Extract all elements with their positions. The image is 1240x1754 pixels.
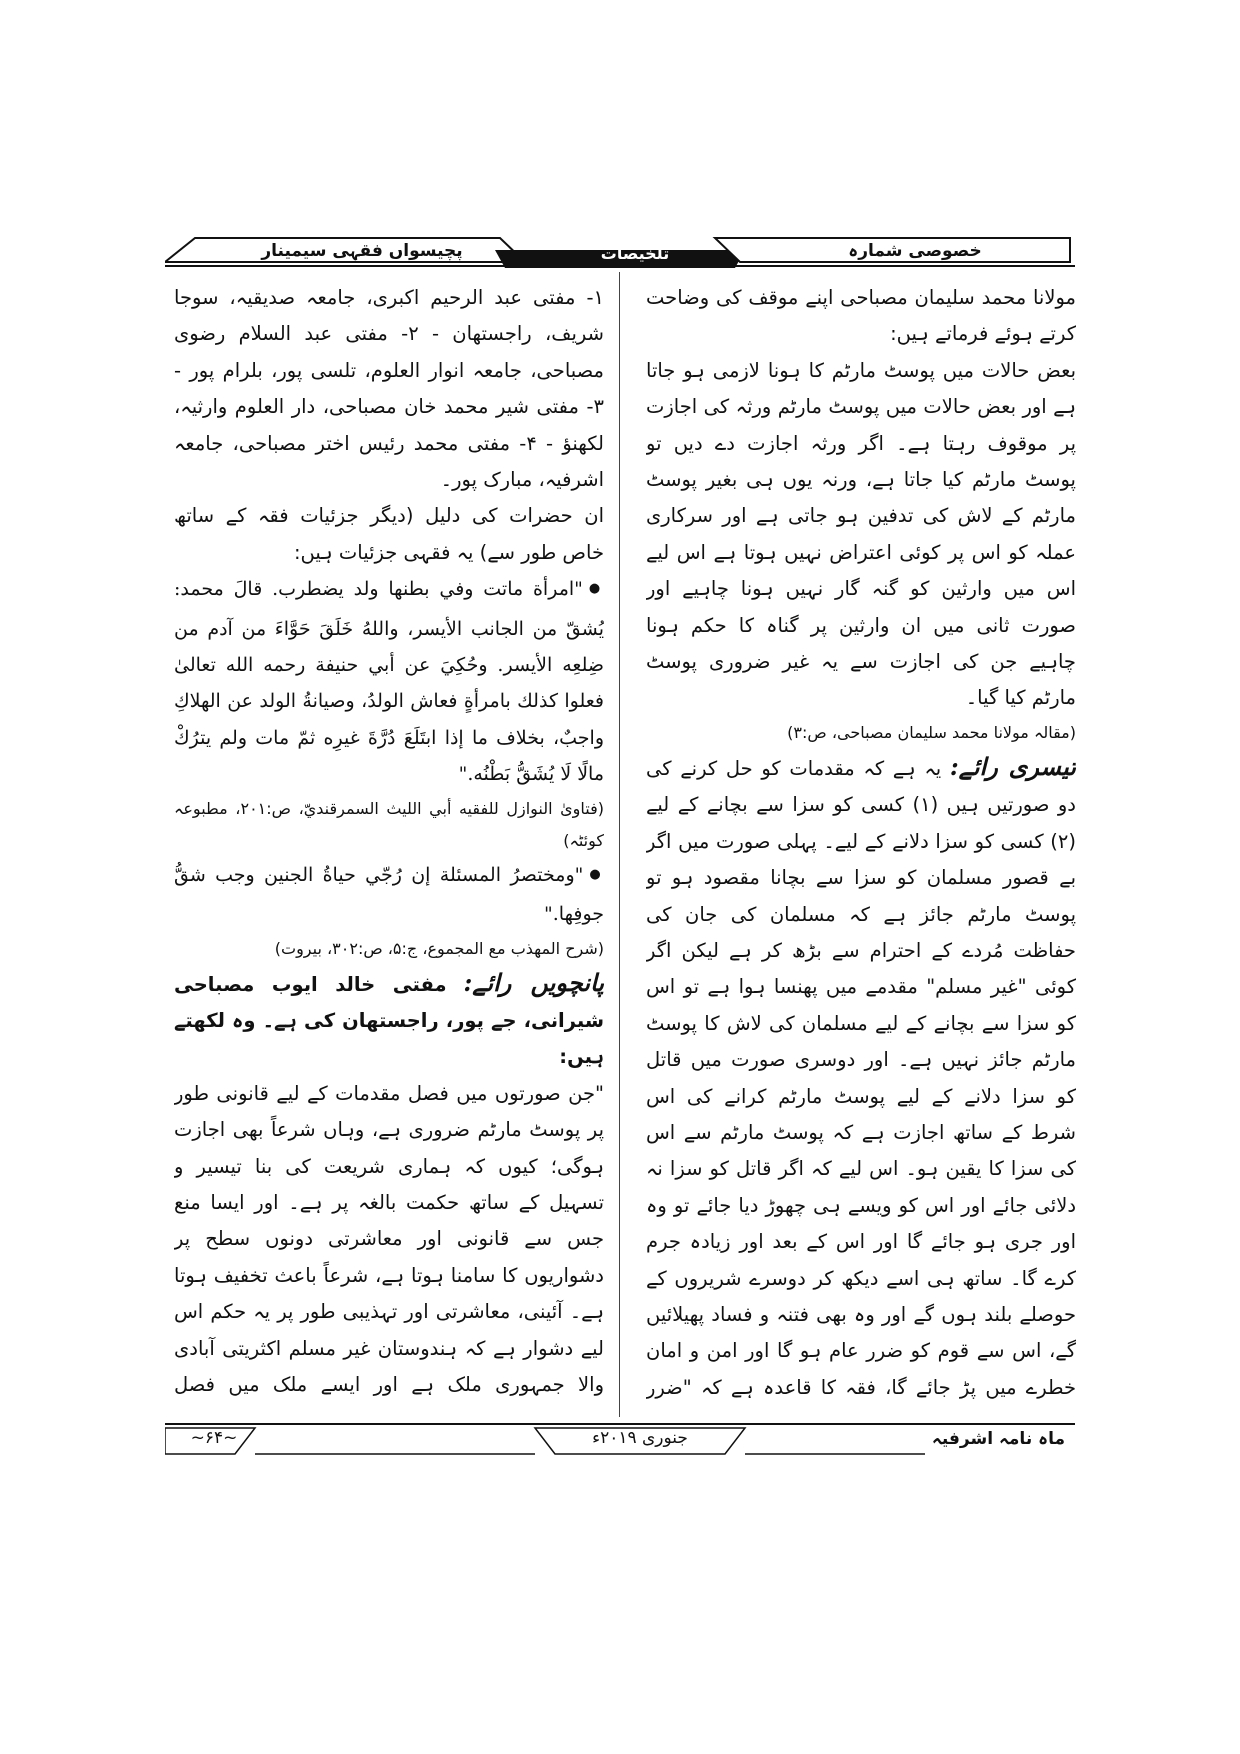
- quote-sulaiman: بعض حالات میں پوسٹ مارٹم کا ہونا لازمی ہو جاتا ہے اور بعض حالات میں پوسٹ مارٹم ورثہ کی اجازت پر موقوف رہتا ہے۔ اگر ورثہ اجازت دے دیں تو پوسٹ مارٹم کیا جاتا ہے، ورنہ یوں ہی بغیر پوسٹ مارٹم کے لاش کی تدفین ہو جاتی ہے اور سرکاری عملہ کو اس پر کوئی اعتراض نہیں ہوتا ہے اس لیے اس میں وارثین کو گنہ گار نہیں ہونا چاہیے اور صورت ثانی میں ان وارثین پر گناہ کا حکم ہونا چاہیے جن کی اجازت سے یہ غیر ضروری پوسٹ مارٹم کیا گیا۔: [646, 358, 1076, 710]
- scholars-list: ۱- مفتی عبد الرحیم اکبری، جامعہ صدیقیہ، سوجا شریف، راجستھان - ۲- مفتی عبد السلام رضوی مصباحی، جامعہ انوار العلوم، تلسی پور، بلرام پور - ۳- مفتی شیر محمد خان مصباحی، دار العلوم وارثیہ، لکھنؤ - ۴- مفتی محمد رئیس اختر مصباحی، جامعہ اشرفیہ، مبارک پور۔: [174, 286, 604, 492]
- issue-date: جنوری ۲۰۱۹ء: [592, 1428, 688, 1448]
- fifth-opinion-quote: "جن صورتوں میں فصل مقدمات کے لیے قانونی طور پر پوسٹ مارٹم ضروری ہے، وہاں شرعاً بھی اجازت ہوگی؛ کیوں کہ ہماری شریعت کی بنا تیسیر و تسہیل کے ساتھ حکمت بالغہ پر ہے۔ اور ایسا منع جس سے قانونی اور معاشرتی دونوں سطح پر دشواریوں کا سامنا ہوتا ہے، شرعاً باعث تخفیف ہوتا ہے۔ آئینی، معاشرتی اور تہذیبی طور پر یہ حکم اس لیے دشوار ہے کہ ہندوستان غیر مسلم اکثریتی آبادی والا جمہوری ملک ہے اور ایسے ملک میں فصل: [174, 1081, 604, 1396]
- evidence-intro: ان حضرات کی دلیل (دیگر جزئیات فقہ کے ساتھ خاص طور سے) یہ فقہی جزئیات ہیں:: [174, 504, 604, 564]
- page-footer: [165, 1420, 1075, 1460]
- third-opinion: [646, 749, 1076, 1410]
- left-column: [174, 280, 604, 1410]
- column-divider: [619, 272, 620, 1417]
- citation-muhadhdhab: (شرح المهذب مع المجموع، ج:۵، ص:۳۰۲، بيروت): [274, 938, 604, 958]
- header-special-issue: خصوصی شمارہ: [848, 241, 982, 261]
- arabic-quote-muhadhdhab: ● "ومختصرُ المسئلة إن رُجّي حياةُ الجنين وجب شقُّ جوفِها.": [174, 857, 604, 933]
- header-seminar-title: پچیسواں فقہی سیمینار: [261, 241, 463, 261]
- page-number: ~۶۴~: [190, 1428, 238, 1448]
- fifth-opinion: [174, 965, 604, 1076]
- page-header: [165, 236, 1075, 270]
- fifth-opinion-author: مفتی خالد ایوب مصباحی شیرانی، جے پور، راجستھان کی ہے۔ وہ لکھتے ہیں:: [174, 972, 604, 1069]
- citation-nawazil: (فتاویٰ النوازل للفقيه أبي الليث السمرقنديّ، ص:۲۰۱، مطبوعہ کوئٹہ): [174, 798, 604, 850]
- fifth-opinion-heading: پانچویں رائے:: [463, 967, 604, 997]
- third-opinion-heading: تیسری رائے:: [949, 751, 1076, 781]
- header-section-title: تلخیصات: [600, 244, 670, 263]
- third-opinion-text: یہ ہے کہ مقدمات کو حل کرنے کی دو صورتیں ہیں (۱) کسی کو سزا سے بچانے کے لیے (۲) کسی کو سزا دلانے کے لیے۔ پہلی صورت میں اگر بے قصور مسلمان کو سزا سے بچانا مقصود ہو تو پوسٹ مارٹم جائز ہے کہ مسلمان کی جان کی حفاظت مُردے کے احترام سے بڑھ کر ہے لیکن اگر کوئی "غیر مسلم" مقدمے میں پھنسا ہوا ہے تو اس کو سزا سے بچانے کے لیے مسلمان کی لاش کا پوسٹ مارٹم جائز نہیں ہے۔ اور دوسری صورت میں قاتل کو سزا دلانے کے لیے پوسٹ مارٹم کرانے کی اس شرط کے ساتھ اجازت ہے کہ پوسٹ مارٹم سے اس کی سزا کا یقین ہو۔ اس لیے کہ اگر قاتل کو سزا نہ دلائی جائے اور اس کو ویسے ہی چھوڑ دیا جائے تو وہ اور جری ہو جائے گا اور اس کے بعد اور زیادہ جرم کرے گا۔ ساتھ ہی اسے دیکھ کر دوسرے شریروں کے حوصلے بلند ہوں گے اور وہ بھی فتنہ و فساد پھیلائیں گے، اس سے قوم کو ضرر عام ہو گا اور امن و امان خطرے میں پڑ جائے گا، فقہ کا قاعدہ ہے کہ "ضرر: [646, 756, 1076, 1399]
- intro-paragraph: مولانا محمد سلیمان مصباحی اپنے موقف کی وضاحت کرتے ہوئے فرماتے ہیں:: [646, 286, 1076, 346]
- arabic-quote-nawazil: ● "امرأة ماتت وفي بطنها ولد يضطرب. قالَ محمد: يُشقّ من الجانب الأيسر، واللهُ خَلَقَ حَوَّاءَ من آدم من ضِلعِه الأيسر. وحُكِيَ عن أبي حنيفة رحمه الله تعالىٰ فعلوا كذلك بامرأةٍ فعاش الولدُ، وصيانةُ الولد عن الهلاكِ واجبٌ، بخلاف ما إذا ابتَلَعَ دُرَّةَ غيرِه ثمّ مات ولم يترُكْ مالًا لَا يُشَقُّ بَطْنُه.": [174, 571, 604, 792]
- citation-sulaiman: (مقالہ مولانا محمد سلیمان مصباحی، ص:۳): [787, 722, 1076, 742]
- right-column: [646, 280, 1076, 1410]
- magazine-name: ماہ نامہ اشرفیہ: [931, 1429, 1065, 1449]
